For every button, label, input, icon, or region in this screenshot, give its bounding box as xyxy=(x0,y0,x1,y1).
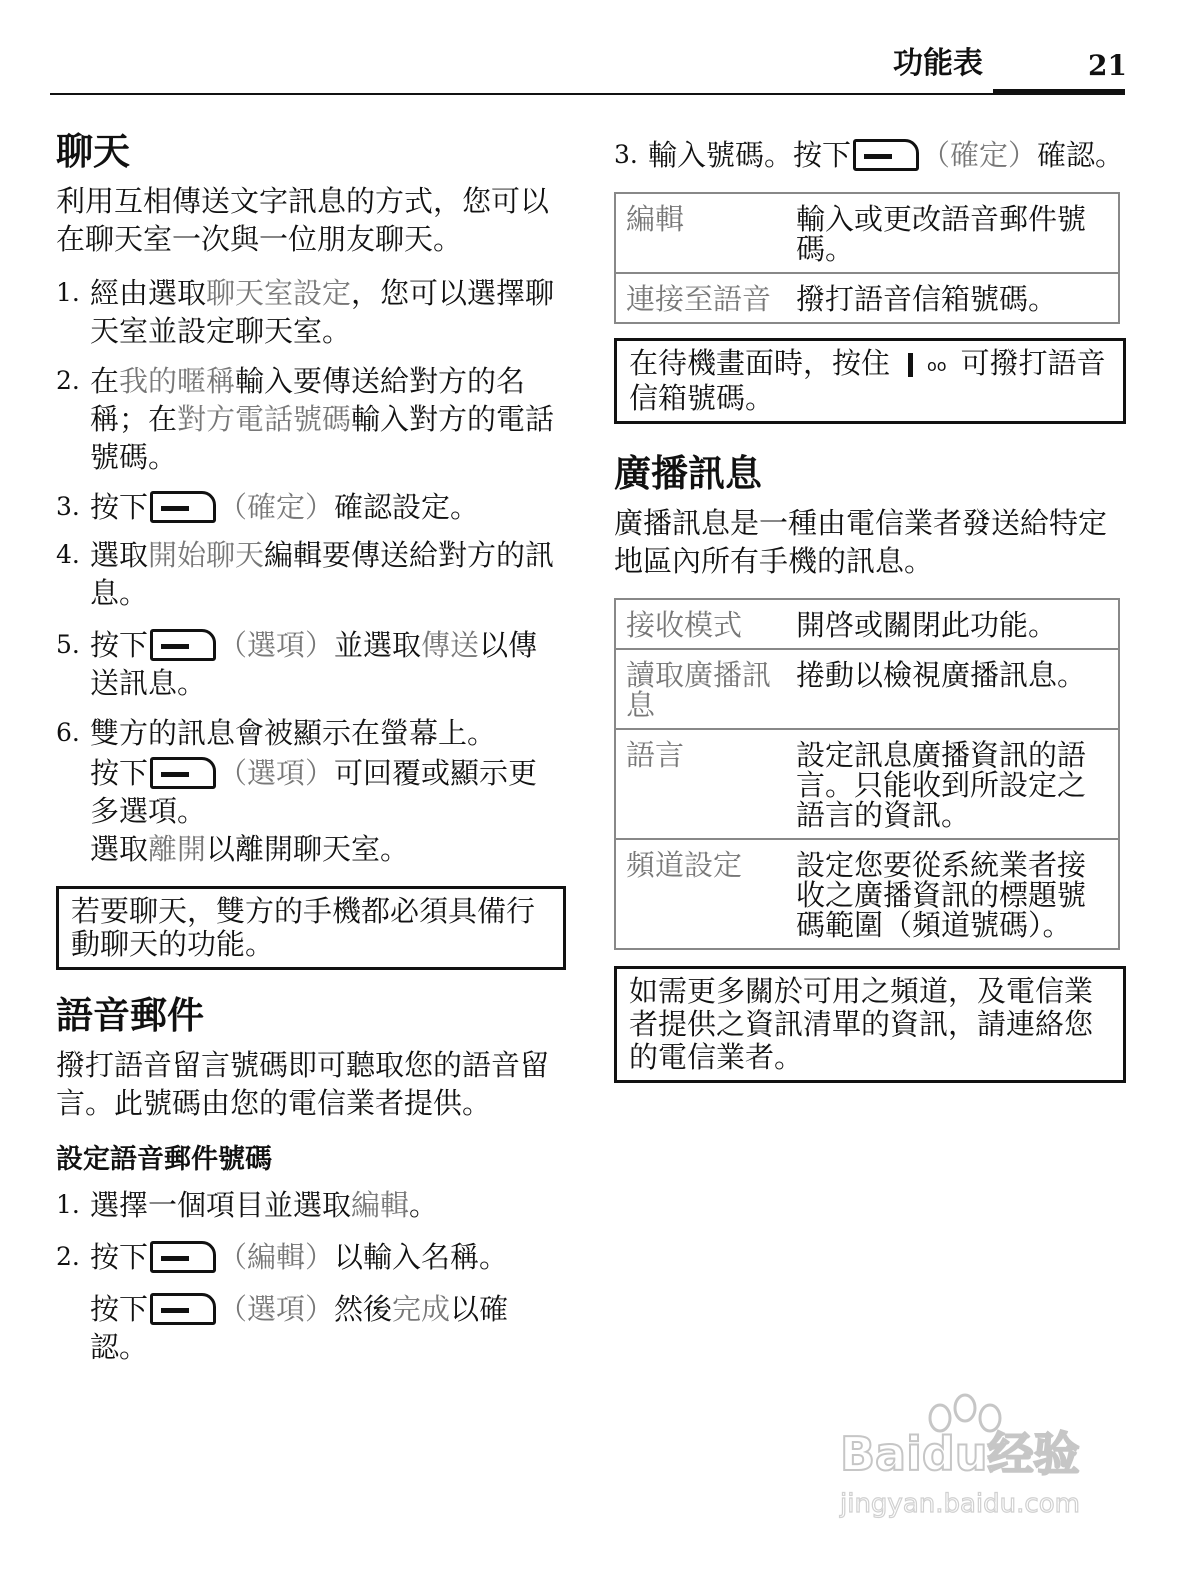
menu-term: 編輯 xyxy=(351,1188,410,1222)
watermark-logo: Baidu经验 xyxy=(840,1427,1080,1481)
option-description: 設定訊息廣播資訊的語言。只能收到所設定之語言的資訊。 xyxy=(786,729,1119,839)
menu-term: 開始聊天 xyxy=(148,538,265,572)
chat-step-5 xyxy=(56,626,566,702)
step-text: 以輸入名稱。 xyxy=(334,1240,509,1274)
paw-icon xyxy=(930,1395,1000,1431)
step-text: 。 xyxy=(409,1188,439,1222)
broadcast-note: 如需更多關於可用之頻道，及電信業者提供之資訊清單的資訊，請連絡您的電信業者。 xyxy=(614,966,1126,1083)
option-description: 輸入或更改語音郵件號碼。 xyxy=(786,193,1119,273)
step-text: 選取 xyxy=(90,832,149,866)
step-text: 以傳送訊息。 xyxy=(90,628,538,700)
step-number: 4. xyxy=(56,540,80,569)
option-description: 捲動以檢視廣播訊息。 xyxy=(786,649,1119,729)
chat-step-6 xyxy=(56,714,566,868)
option-name: 語言 xyxy=(615,729,786,839)
key-label: （選項） xyxy=(218,628,335,662)
left-column xyxy=(56,128,566,1366)
table-row xyxy=(615,193,1119,273)
voicemail-intro: 撥打語音留言號碼即可聽取您的語音留言。此號碼由您的電信業者提供。 xyxy=(56,1048,550,1120)
chat-step-3 xyxy=(56,488,566,526)
table-row xyxy=(615,649,1119,729)
key-label: （選項） xyxy=(218,756,335,790)
step-number: 2. xyxy=(56,1242,80,1271)
key-label: （編輯） xyxy=(218,1240,335,1274)
key-label: （選項） xyxy=(218,1292,335,1326)
key-1-icon xyxy=(908,353,913,377)
step-text: 以離開聊天室。 xyxy=(206,832,410,866)
step-text: 按下 xyxy=(90,628,149,662)
step-text: 可回覆或顯示更多選項。 xyxy=(90,756,538,828)
broadcast-heading: 廣播訊息 xyxy=(614,452,762,495)
step-number: 3. xyxy=(614,140,638,169)
key-label: （確定） xyxy=(218,490,335,524)
step-text: 按下 xyxy=(90,490,149,524)
step-text: 按下 xyxy=(90,1240,149,1274)
option-name: 編輯 xyxy=(615,193,786,273)
note-text: 在待機畫面時，按住 xyxy=(629,346,891,380)
step-text: 編輯要傳送給對方的訊息。 xyxy=(90,538,555,610)
soft-key-icon xyxy=(150,1241,216,1273)
step-text: 確認設定。 xyxy=(334,490,480,524)
step-text: 以確認。 xyxy=(90,1292,509,1364)
watermark-url: jingyan.baidu.com xyxy=(840,1489,1080,1519)
note-text: 可撥打語音信箱號碼。 xyxy=(629,346,1106,415)
broadcast-options-table xyxy=(614,598,1120,950)
step-number: 2. xyxy=(56,366,80,395)
menu-term: 對方電話號碼 xyxy=(177,402,352,436)
step-text: 然後 xyxy=(334,1292,393,1326)
step-text: 確認。 xyxy=(1037,138,1125,172)
table-row xyxy=(615,599,1119,649)
chat-step-4 xyxy=(56,536,566,612)
soft-key-icon xyxy=(853,139,919,171)
voicemail-options-table xyxy=(614,192,1120,324)
step-text: ，您可以選擇聊天室並設定聊天室。 xyxy=(90,276,555,348)
step-number: 1. xyxy=(56,278,80,307)
baidu-watermark xyxy=(820,1390,1120,1530)
step-text: 選擇一個項目並選取 xyxy=(90,1188,352,1222)
chat-step-2 xyxy=(56,362,566,476)
voicemail-note xyxy=(614,338,1126,424)
step-text: 輸入號碼。按下 xyxy=(648,138,852,172)
step-text: 輸入要傳送給對方的名稱；在 xyxy=(90,364,526,436)
soft-key-icon xyxy=(150,491,216,523)
soft-key-icon xyxy=(150,629,216,661)
option-name: 接收模式 xyxy=(615,599,786,649)
step-text: 雙方的訊息會被顯示在螢幕上。 xyxy=(90,716,497,750)
voicemail-step-1 xyxy=(56,1186,566,1224)
voicemail-subheading: 設定語音郵件號碼 xyxy=(56,1144,272,1175)
step-text: 按下 xyxy=(90,1292,149,1326)
step-text: 經由選取 xyxy=(90,276,207,310)
step-text: 輸入對方的電話號碼。 xyxy=(90,402,555,474)
header-title: 功能表 xyxy=(893,46,983,81)
key-label: （確定） xyxy=(921,138,1038,172)
voicemail-step-2 xyxy=(56,1238,566,1366)
page-number: 21 xyxy=(1088,49,1127,82)
chat-heading: 聊天 xyxy=(56,130,130,173)
table-row xyxy=(615,729,1119,839)
table-row xyxy=(615,273,1119,323)
voicemail-icon: oo xyxy=(927,356,947,375)
step-text: 按下 xyxy=(90,756,149,790)
step-text: 選取 xyxy=(90,538,149,572)
soft-key-icon xyxy=(150,757,216,789)
menu-term: 完成 xyxy=(392,1292,451,1326)
step-number: 1. xyxy=(56,1190,80,1219)
voicemail-heading: 語音郵件 xyxy=(56,994,204,1037)
step-text: 並選取 xyxy=(334,628,422,662)
soft-key-icon xyxy=(150,1293,216,1325)
table-row xyxy=(615,839,1119,949)
right-column xyxy=(614,128,1126,1083)
option-description: 撥打語音信箱號碼。 xyxy=(786,273,1119,323)
broadcast-intro: 廣播訊息是一種由電信業者發送給特定地區內所有手機的訊息。 xyxy=(614,506,1108,578)
step-number: 6. xyxy=(56,718,80,747)
voicemail-step-3 xyxy=(614,136,1126,174)
step-text: 在 xyxy=(90,364,120,398)
menu-term: 我的暱稱 xyxy=(119,364,236,398)
step-number: 3. xyxy=(56,492,80,521)
option-name: 讀取廣播訊息 xyxy=(615,649,786,729)
option-description: 設定您要從系統業者接收之廣播資訊的標題號碼範圍（頻道號碼）。 xyxy=(786,839,1119,949)
header-rule-accent xyxy=(993,89,1125,95)
option-name: 頻道設定 xyxy=(615,839,786,949)
header-rule xyxy=(50,93,1125,95)
option-description: 開啓或關閉此功能。 xyxy=(786,599,1119,649)
menu-term: 聊天室設定 xyxy=(206,276,352,310)
step-number: 5. xyxy=(56,630,80,659)
chat-note: 若要聊天，雙方的手機都必須具備行動聊天的功能。 xyxy=(56,886,566,970)
chat-intro: 利用互相傳送文字訊息的方式，您可以在聊天室一次與一位朋友聊天。 xyxy=(56,184,550,256)
chat-step-1 xyxy=(56,274,566,350)
menu-term: 傳送 xyxy=(421,628,480,662)
option-name: 連接至語音 xyxy=(615,273,786,323)
menu-term: 離開 xyxy=(148,832,207,866)
